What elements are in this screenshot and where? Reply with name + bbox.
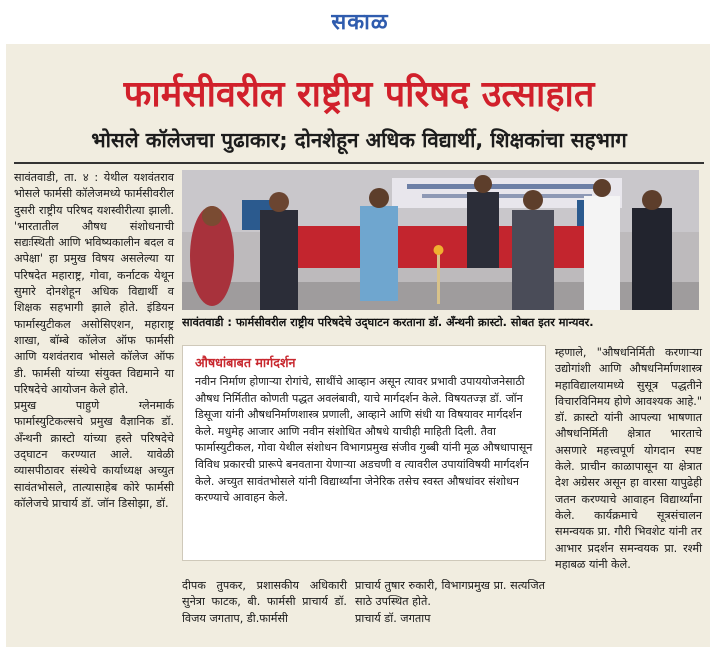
- masthead: [0, 0, 720, 44]
- sidebar-box-title: औषधांबाबत मार्गदर्शन: [195, 355, 296, 370]
- headline: फार्मसीवरील राष्ट्रीय परिषद उत्साहात: [123, 74, 595, 115]
- subheadline: भोसले कॉलेजचा पुढाकार; दोनशेहून अधिक विद्यार्थी, शिक्षकांचा सहभाग: [91, 128, 627, 152]
- photo-caption: सावंतवाडी : फार्मसीवरील राष्ट्रीय परिषदेचे उद्‍घाटन करताना डॉ. अँन्थनी क्रास्टो. सोबत इतर मान्यवर.: [182, 316, 594, 329]
- event-photo-illustration: [182, 170, 699, 310]
- sidebar-box-body: नवीन निर्माण होणाऱ्या रोगांचे, साथींचे आव्हान असून त्यावर प्रभावी उपाययोजनेसाठी औषध निर्मितीत कोणती पद्धत अवलंबावी, याचे मार्गदर्शन केले. विषयतज्ज्ञ डॉ. जॉन डिसूजा यांनी औषधनिर्माणशास्त्र प्रणाली, आव्हाने आणि संधी या विषयावर मार्गदर्शन केले. मधुमेह आजार आणि नवीन संशोधित औषधे याचीही माहिती दिली. तैवा फार्मास्युटीकल, गोवा येथील संशोधन विभागप्रमुख संजीव गुब्बी यांनी मूळ औषधापासून विविध प्रकारची प्रारूपे बनवताना येणाऱ्या अडचणी व त्यावरील उपायांविषयी मार्गदर्शन केले. अच्युत सावंतभोसले यांनी विद्यार्थ्यांना जेनेरिक तसेच स्वस्त औषधांवर संशोधन करण्याचे आवाहन केले.: [195, 375, 533, 505]
- event-photo: [182, 170, 699, 310]
- article-column-left: सावंतवाडी, ता. ४ : येथील यशवंतराव भोसले फार्मसी कॉलेजमध्ये फार्मसीवरील दुसरी राष्ट्रीय परिषद यशस्वीरीत्या झाली. 'भारतातील औषध संशोधनाची सद्यःस्थिती आणि भविष्यकालीन बदल व अपेक्षा' हा प्रमुख विषय असलेल्या या परिषदेत महाराष्ट्र, गोवा, कर्नाटक येथून सुमारे दोनशेहून अधिक विद्यार्थी व शिक्षक सहभागी झाले होते. इंडियन फार्मास्युटीकल असोसिएशन, महाराष्ट्र शाखा, बॉम्बे कॉलेज ऑफ फार्मसी आणि यशवंतराव भोसले कॉलेज ऑफ डी. फार्मसी यांच्या संयुक्त विद्यमाने या परिषदेचे आयोजन केले होते. प्रमुख पाहुणे ग्लेनमार्क फार्मास्युटिकल्सचे प्रमुख वैज्ञानिक डॉ. अँन्थनी क्रास्टो यांच्या हस्ते परिषदेचे उद्‍घाटन करण्यात आले. यावेळी व्यासपीठावर संस्थेचे कार्याध्यक्ष अच्युत सावंतभोसले, तात्यासाहेब कोरे फार्मसी कॉलेजचे प्राचार्य डॉ. जॉन डिसोझा, डॉ.: [14, 171, 174, 510]
- article-bottom-col-1: दीपक तुपकर, प्रशासकीय अधिकारी सुनेत्रा फाटक, बी. फार्मसी प्राचार्य डॉ. विजय जगताप, डी.फार्मसी: [182, 579, 347, 625]
- newspaper-logo: सकाळ: [331, 10, 389, 35]
- sidebar-box: [182, 345, 546, 561]
- article-bottom-col-2: प्राचार्य तुषार रुकारी, विभागप्रमुख प्रा. सत्यजित साठे उपस्थित होते. प्राचार्य डॉ. जगताप: [355, 579, 545, 625]
- headline-divider: [14, 162, 704, 164]
- article-column-right: म्हणाले, "औषधनिर्मिती करणाऱ्या उद्योगांशी आणि औषधनिर्माणशास्त्र महाविद्यालयामध्ये सुसूत्र पद्धतीने विचारविनिमय होणे आवश्यक आहे." डॉ. क्रास्टो यांनी आपल्या भाषणात औषधनिर्मिती क्षेत्रात भारताचे असणारे महत्त्वपूर्ण योगदान स्पष्ट केले. प्राचीन काळापासून या क्षेत्रात देश अग्रेसर असून हा वारसा यापुढेही जतन करण्याचे आवाहन विद्यार्थ्यांना केले. कार्यक्रमाचे सूत्रसंचालन समन्वयक प्रा. गौरी भिवशेट यांनी तर आभार प्रदर्शन समन्वयक प्रा. रश्मी महाबळ यांनी केले.: [555, 346, 702, 571]
